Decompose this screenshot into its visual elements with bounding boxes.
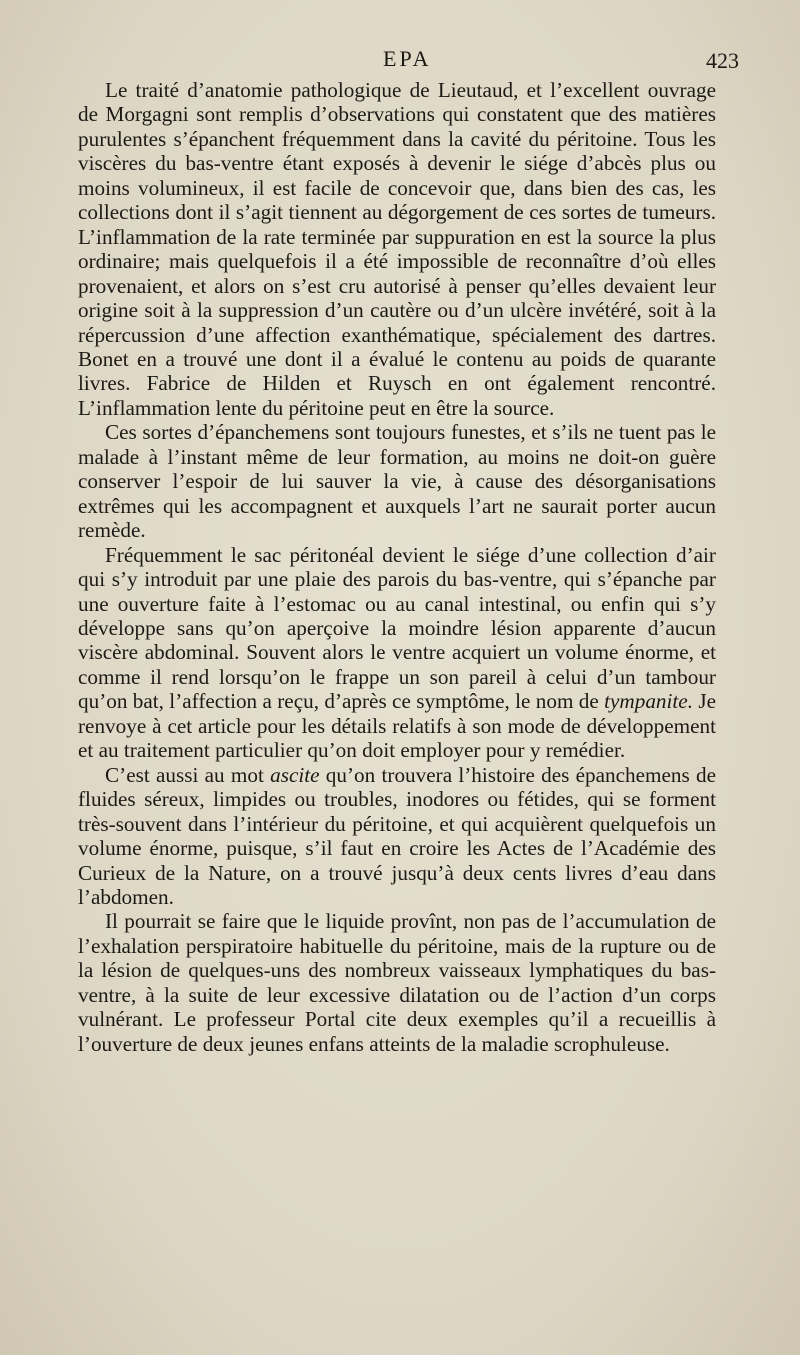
paragraph-text: qu’on trouvera l’histoire des épanchemens de fluides séreux, limpides ou troubles, inodores ou fétides, qui se forment très-souvent dans l’intérieur du péritoine, et qui acquièrent quelquefois un volume énorme, puisque, s’il faut en croire les Actes de l’Académie des Curieux de la Nature, on a trouvé jusqu’à deux cents livres d’eau dans l’abdomen.	[78, 762, 717, 909]
paragraph-lymphatic-vessels: Il pourrait se faire que le liquide provînt, non pas de l’accumulation de l’exhalation perspiratoire habituelle du péritoine, mais de la rupture ou de la lésion de quelques-uns des nombreux vaisseaux lymphatiques du bas-ventre, à la suite de leur excessive dilatation ou de l’action d’un corps vulnérant. Le professeur Portal cite deux exemples qu’il a recueillis à l’ouverture de deux jeunes enfans atteints de la maladie scrophuleuse.	[78, 909, 716, 1056]
page-number: 423	[706, 48, 739, 73]
paragraph-peritoneal-pus: Le traité d’anatomie pathologique de Lieutaud, et l’excellent ouvrage de Morgagni sont remplis d’observations qui constatent que des matières purulentes s’épanchent fréquemment dans la cavité du péritoine. Tous les viscères du bas-ventre étant exposés à devenir le siége d’abcès plus ou moins volumineux, il est facile de concevoir que, dans bien des cas, les collections dont il s’agit tiennent au dégorgement de ces sortes de tumeurs. L’inflammation de la rate terminée par suppuration en est la source la plus ordinaire; mais quelquefois il a été impossible de reconnaître d’où elles provenaient, et alors on s’est cru autorisé à penser qu’elles devaient leur origine soit à la suppression d’un cautère ou d’un ulcère invétéré, soit à la répercussion d’une affection exanthématique, spécialement des dartres. Bonet en a trouvé une dont il a évalué le contenu au poids de quarante livres. Fabrice de Hilden et Ruysch en ont également rencontré. L’inflammation lente du péritoine peut en être la source.	[78, 78, 716, 420]
paragraph-tympanite	[78, 543, 716, 763]
body-text	[78, 78, 716, 1056]
running-head: EPA	[383, 46, 432, 71]
paragraph-text: Fréquemment le sac péritonéal devient le siége d’une collection d’air qui s’y introduit par une plaie des parois du bas-ventre, qui s’épanche par une ouverture faite à l’estomac ou au canal intestinal, ou enfin qui s’y développe sans qu’on aperçoive la moindre lésion apparente d’aucun viscère abdominal. Souvent alors le ventre acquiert un volume énorme, et comme il rend lorsqu’on le frappe un son pareil à celui d’un tambour qu’on bat, l’affection a reçu, d’après ce symptôme, le nom de	[78, 542, 716, 714]
paragraph-fatal-effusions: Ces sortes d’épanchemens sont toujours funestes, et s’ils ne tuent pas le malade à l’instant même de leur formation, au moins ne doit-on guère conserver l’espoir de lui sauver la vie, à cause des désorganisations extrêmes qui les accompagnent et auxquels l’art ne saurait porter aucun remède.	[78, 420, 716, 543]
italic-term-ascite: ascite	[270, 762, 320, 787]
italic-term-tympanite: tympanite.	[604, 689, 693, 714]
paragraph-text: C’est aussi au mot	[105, 762, 271, 787]
paragraph-text: Je renvoye à cet article pour les détails relatifs à son mode de développement et au traitement particulier qu’on doit employer pour y remédier.	[78, 689, 716, 763]
paragraph-ascite	[78, 763, 716, 910]
page-header	[0, 46, 800, 76]
